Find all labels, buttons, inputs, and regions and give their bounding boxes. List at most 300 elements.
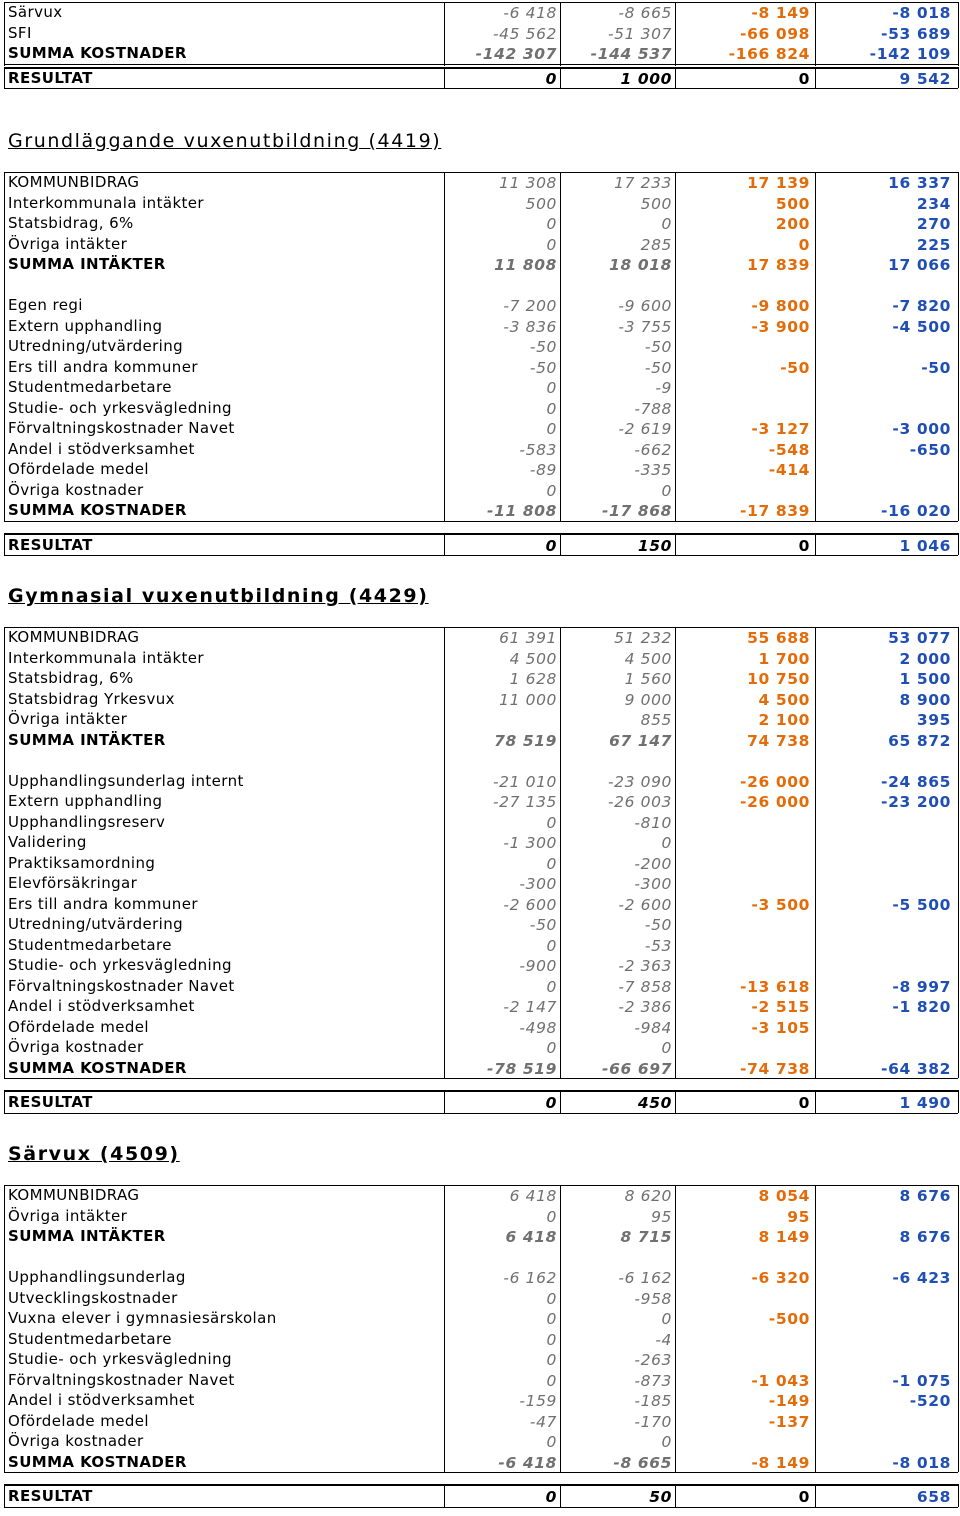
value-cell-col2: -185 xyxy=(634,1392,672,1410)
value-cell-col1: -498 xyxy=(519,1018,557,1037)
value-cell-col1: -11 808 xyxy=(487,502,557,520)
table-row xyxy=(0,976,960,996)
table-row xyxy=(0,172,960,192)
value-cell-col3: -548 xyxy=(768,440,810,459)
value-cell-col1: 500 xyxy=(525,194,557,213)
value-cell-col4 xyxy=(821,1206,951,1226)
value-cell-col3 xyxy=(680,1288,810,1308)
value-cell-col1: 0 xyxy=(546,854,557,873)
value-cell-col2: 51 232 xyxy=(614,629,672,647)
row-label: Förvaltningskostnader Navet xyxy=(8,976,235,995)
row-label: Studie- och yrkesvägledning xyxy=(8,398,232,417)
value-cell-col3: -149 xyxy=(768,1392,810,1410)
value-cell-col1: -2 600 xyxy=(503,895,557,914)
value-cell-col4: -50 xyxy=(921,358,951,377)
value-cell-col1: 0 xyxy=(546,1289,557,1308)
grid-line xyxy=(958,1484,959,1507)
value-cell-col4: -4 500 xyxy=(892,317,951,336)
grid-line xyxy=(958,627,959,1078)
result-row xyxy=(0,1092,960,1112)
row-label: Studentmedarbetare xyxy=(8,378,172,396)
value-cell-col3: -1 043 xyxy=(751,1371,810,1390)
grid-line xyxy=(560,2,561,66)
grid-line xyxy=(815,1484,816,1507)
value-cell-col1: -21 010 xyxy=(492,772,557,791)
table-row xyxy=(0,1370,960,1390)
value-cell-col3 xyxy=(680,377,810,397)
value-cell-col3: 500 xyxy=(775,194,810,213)
row-label: Övriga kostnader xyxy=(8,1432,144,1450)
value-cell-col3 xyxy=(680,1431,810,1451)
table-row xyxy=(0,771,960,791)
value-cell-col1: 0 xyxy=(545,1488,557,1506)
value-cell-col2: 18 018 xyxy=(609,256,672,274)
value-cell-col4: -7 820 xyxy=(892,297,951,315)
grid-line xyxy=(815,67,816,89)
value-cell-col4 xyxy=(821,914,951,934)
value-cell-col1: 0 xyxy=(545,536,557,555)
table-row xyxy=(0,295,960,315)
value-cell-col2: -2 386 xyxy=(618,998,672,1016)
value-cell-col2: 95 xyxy=(651,1207,672,1226)
grid-line xyxy=(4,1472,958,1473)
value-cell-col2: -3 755 xyxy=(618,317,672,336)
value-cell-col4: 395 xyxy=(916,711,951,729)
value-cell-col3: 17 139 xyxy=(747,174,810,192)
value-cell-col2: -50 xyxy=(644,916,672,934)
value-cell-col1: 6 418 xyxy=(505,1228,557,1246)
table-row xyxy=(0,459,960,479)
value-cell-col1: 11 000 xyxy=(499,690,557,709)
value-cell-col1: 0 xyxy=(546,1351,557,1369)
grid-line xyxy=(958,1185,959,1472)
value-cell-col3 xyxy=(680,853,810,873)
value-cell-col2: 855 xyxy=(640,711,672,729)
value-cell-col2: 450 xyxy=(637,1094,672,1112)
value-cell-col2: 0 xyxy=(661,481,672,500)
value-cell-col3: -3 900 xyxy=(751,317,810,336)
value-cell-col1: -50 xyxy=(529,358,557,377)
row-label: Extern upphandling xyxy=(8,316,163,335)
table-row xyxy=(0,1411,960,1431)
value-cell-col2: 8 715 xyxy=(620,1228,672,1246)
value-cell-col2: 1 560 xyxy=(624,670,672,688)
value-cell-col3: -13 618 xyxy=(740,977,810,996)
value-cell-col4: -8 997 xyxy=(892,977,951,996)
table-row xyxy=(0,1017,960,1037)
row-label: Statsbidrag, 6% xyxy=(8,214,134,232)
table-row xyxy=(0,398,960,418)
value-cell-col3: 0 xyxy=(798,1488,810,1506)
value-cell-col1: 0 xyxy=(546,235,557,254)
summary-row xyxy=(0,500,960,520)
value-cell-col3: -3 500 xyxy=(751,895,810,914)
row-label: Övriga kostnader xyxy=(8,480,144,499)
row-label: KOMMUNBIDRAG xyxy=(8,628,140,646)
value-cell-col2: -6 162 xyxy=(618,1269,672,1287)
grid-line xyxy=(675,533,676,556)
value-cell-col1: 0 xyxy=(546,1207,557,1226)
grid-line xyxy=(560,172,561,521)
value-cell-col1: -45 562 xyxy=(492,24,557,43)
value-cell-col4 xyxy=(821,1288,951,1308)
table-row xyxy=(0,336,960,356)
summary-row xyxy=(0,1058,960,1078)
value-cell-col3: 0 xyxy=(798,1094,810,1112)
summary-row xyxy=(0,1226,960,1246)
value-cell-col4: 65 872 xyxy=(888,731,951,750)
grid-line xyxy=(560,627,561,1078)
row-label: SFI xyxy=(8,23,32,42)
table-row xyxy=(0,873,960,893)
value-cell-col2: -8 665 xyxy=(613,1453,672,1472)
value-cell-col2: -4 xyxy=(655,1330,672,1349)
row-label: Studentmedarbetare xyxy=(8,935,172,954)
value-cell-col1: 0 xyxy=(546,1330,557,1349)
value-cell-col4: -520 xyxy=(909,1392,951,1410)
value-cell-col3: 10 750 xyxy=(747,670,810,688)
value-cell-col4: -6 423 xyxy=(892,1269,951,1287)
value-cell-col2: -50 xyxy=(644,338,672,356)
value-cell-col4: 270 xyxy=(916,215,951,233)
row-label: Ofördelade medel xyxy=(8,1017,149,1036)
value-cell-col3: 2 100 xyxy=(758,711,810,729)
grid-line xyxy=(675,1185,676,1472)
row-label: Ers till andra kommuner xyxy=(8,894,198,913)
grid-line xyxy=(4,1113,958,1114)
value-cell-col2: -51 307 xyxy=(607,24,672,43)
value-cell-col1: -6 162 xyxy=(503,1269,557,1287)
value-cell-col4: -1 820 xyxy=(892,998,951,1016)
value-cell-col2: 50 xyxy=(649,1488,672,1506)
value-cell-col3: 8 149 xyxy=(758,1228,810,1246)
value-cell-col4 xyxy=(821,1411,951,1431)
section-title: Grundläggande vuxenutbildning (4419) xyxy=(8,130,442,152)
row-label: Andel i stödverksamhet xyxy=(8,997,195,1015)
grid-line xyxy=(444,1484,445,1507)
grid-line xyxy=(4,1484,5,1507)
value-cell-col3: -26 000 xyxy=(740,772,810,791)
row-label: RESULTAT xyxy=(8,535,93,554)
row-label: RESULTAT xyxy=(8,1487,93,1505)
grid-line xyxy=(675,627,676,1078)
value-cell-col4: 9 542 xyxy=(899,69,951,88)
value-cell-col3: -66 098 xyxy=(740,24,810,43)
value-cell-col2: -810 xyxy=(634,813,672,832)
grid-line xyxy=(444,627,445,1078)
value-cell-col3: -414 xyxy=(768,461,810,479)
value-cell-col1: -1 300 xyxy=(503,834,557,852)
value-cell-col3: -8 149 xyxy=(751,4,810,22)
value-cell-col2: 0 xyxy=(661,1433,672,1451)
value-cell-col2: 285 xyxy=(640,235,672,254)
table-row xyxy=(0,668,960,688)
table-row xyxy=(0,996,960,1016)
value-cell-col1: -142 307 xyxy=(475,45,557,63)
value-cell-col4: -53 689 xyxy=(881,24,951,43)
row-label: Extern upphandling xyxy=(8,792,163,810)
table-row xyxy=(0,1349,960,1369)
value-cell-col4 xyxy=(821,1017,951,1037)
value-cell-col3: -50 xyxy=(780,358,810,377)
table-row xyxy=(0,1308,960,1328)
value-cell-col4: 1 500 xyxy=(899,670,951,688)
row-label: Studentmedarbetare xyxy=(8,1329,172,1348)
table-row xyxy=(0,357,960,377)
value-cell-col4: -5 500 xyxy=(892,895,951,914)
table-row xyxy=(0,234,960,254)
value-cell-col4: 53 077 xyxy=(888,629,951,647)
row-label: SUMMA INTÄKTER xyxy=(8,1227,166,1245)
value-cell-col2: -8 665 xyxy=(618,4,672,22)
grid-line xyxy=(958,172,959,521)
value-cell-col1: 0 xyxy=(546,215,557,233)
value-cell-col2: -17 868 xyxy=(602,502,672,520)
value-cell-col2: 67 147 xyxy=(609,731,672,750)
value-cell-col4: -1 075 xyxy=(892,1371,951,1390)
value-cell-col1: 0 xyxy=(546,936,557,955)
value-cell-col4: -23 200 xyxy=(881,793,951,811)
row-label: Statsbidrag, 6% xyxy=(8,669,134,687)
row-label: Praktiksamordning xyxy=(8,853,156,872)
value-cell-col2: -170 xyxy=(634,1412,672,1431)
row-label: Ers till andra kommuner xyxy=(8,357,198,376)
value-cell-col2: 0 xyxy=(661,834,672,852)
value-cell-col3 xyxy=(680,1349,810,1369)
value-cell-col2: 0 xyxy=(661,215,672,233)
value-cell-col2: -26 003 xyxy=(607,793,672,811)
grid-line xyxy=(815,2,816,66)
value-cell-col4: 1 490 xyxy=(899,1094,951,1112)
value-cell-col3: -6 320 xyxy=(751,1269,810,1287)
value-cell-col4: 8 676 xyxy=(899,1228,951,1246)
value-cell-col1: -47 xyxy=(529,1412,557,1431)
row-label: Validering xyxy=(8,833,87,851)
row-label: Utredning/utvärdering xyxy=(8,915,184,933)
value-cell-col4: 2 000 xyxy=(899,649,951,668)
value-cell-col4 xyxy=(821,1431,951,1451)
table-row xyxy=(0,1390,960,1410)
value-cell-col2: -50 xyxy=(644,358,672,377)
value-cell-col4: 234 xyxy=(916,194,951,213)
value-cell-col3: -3 127 xyxy=(751,420,810,438)
grid-line xyxy=(958,533,959,556)
grid-line xyxy=(675,1090,676,1113)
table-row xyxy=(0,935,960,955)
value-cell-col2: 500 xyxy=(640,194,672,213)
value-cell-col2: 1 000 xyxy=(620,69,672,88)
value-cell-col1: -89 xyxy=(529,461,557,479)
table-row xyxy=(0,2,960,22)
value-cell-col3 xyxy=(680,1329,810,1349)
value-cell-col1: -50 xyxy=(529,916,557,934)
row-label: Vuxna elever i gymnasiesärskolan xyxy=(8,1309,277,1327)
table-row xyxy=(0,213,960,233)
row-label: Elevförsäkringar xyxy=(8,874,138,892)
row-label: SUMMA KOSTNADER xyxy=(8,1058,187,1077)
value-cell-col3 xyxy=(680,832,810,852)
table-row xyxy=(0,709,960,729)
value-cell-col4 xyxy=(821,1329,951,1349)
value-cell-col3: 200 xyxy=(775,215,810,233)
grid-line xyxy=(560,1185,561,1472)
row-label: Övriga intäkter xyxy=(8,1206,128,1225)
value-cell-col3: -3 105 xyxy=(751,1018,810,1037)
summary-row xyxy=(0,254,960,274)
value-cell-col1: 0 xyxy=(546,420,557,438)
grid-line xyxy=(815,627,816,1078)
section-title: Särvux (4509) xyxy=(8,1143,180,1165)
value-cell-col1: 1 628 xyxy=(509,670,557,688)
grid-line xyxy=(4,627,5,1078)
value-cell-col1: -159 xyxy=(519,1392,557,1410)
value-cell-col3: 4 500 xyxy=(758,690,810,709)
table-row xyxy=(0,316,960,336)
value-cell-col3: 74 738 xyxy=(747,731,810,750)
grid-line xyxy=(444,1090,445,1113)
summary-row xyxy=(0,1452,960,1472)
value-cell-col3 xyxy=(680,812,810,832)
row-label: Egen regi xyxy=(8,296,83,314)
value-cell-col4: 16 337 xyxy=(888,174,951,192)
value-cell-col4 xyxy=(821,459,951,479)
value-cell-col3: 0 xyxy=(798,69,810,88)
grid-line xyxy=(560,1090,561,1113)
value-cell-col4 xyxy=(821,377,951,397)
value-cell-col3 xyxy=(680,480,810,500)
value-cell-col1: 0 xyxy=(546,399,557,418)
value-cell-col1: 0 xyxy=(545,1094,557,1112)
value-cell-col2: 4 500 xyxy=(624,649,672,668)
value-cell-col4 xyxy=(821,1037,951,1057)
table-row xyxy=(0,377,960,397)
grid-line xyxy=(4,1078,958,1079)
grid-line xyxy=(4,1507,958,1508)
value-cell-col2: -263 xyxy=(634,1351,672,1369)
value-cell-col2: -144 537 xyxy=(590,45,672,63)
table-row xyxy=(0,914,960,934)
value-cell-col3: 55 688 xyxy=(747,629,810,647)
summary-row xyxy=(0,43,960,63)
row-label: Förvaltningskostnader Navet xyxy=(8,419,235,437)
table-row xyxy=(0,1185,960,1205)
row-label: Upphandlingsunderlag internt xyxy=(8,771,244,790)
value-cell-col3: 17 839 xyxy=(747,256,810,274)
value-cell-col4 xyxy=(821,832,951,852)
grid-line xyxy=(444,533,445,556)
value-cell-col2: -788 xyxy=(634,399,672,418)
value-cell-col2: -23 090 xyxy=(607,772,672,791)
result-row xyxy=(0,1486,960,1506)
value-cell-col1: 0 xyxy=(546,1310,557,1328)
value-cell-col2: -2 619 xyxy=(618,420,672,438)
value-cell-col2: -300 xyxy=(634,875,672,893)
grid-line xyxy=(958,2,959,66)
grid-line xyxy=(4,88,958,89)
value-cell-col1: 0 xyxy=(545,69,557,88)
row-label: SUMMA KOSTNADER xyxy=(8,44,187,62)
row-label: RESULTAT xyxy=(8,68,93,87)
value-cell-col3: 95 xyxy=(787,1207,810,1226)
value-cell-col1: -300 xyxy=(519,875,557,893)
value-cell-col2: -2 363 xyxy=(618,957,672,975)
row-label: Utvecklingskostnader xyxy=(8,1288,178,1307)
value-cell-col1: 78 519 xyxy=(494,731,557,750)
table-row xyxy=(0,1206,960,1226)
value-cell-col1: 11 308 xyxy=(499,174,557,192)
row-label: Upphandlingsunderlag xyxy=(8,1268,186,1286)
section-title: Gymnasial vuxenutbildning (4429) xyxy=(8,585,429,607)
table-row xyxy=(0,627,960,647)
row-label: Särvux xyxy=(8,3,63,21)
value-cell-col2: 0 xyxy=(661,1039,672,1057)
value-cell-col1: 0 xyxy=(546,1371,557,1390)
value-cell-col4: -3 000 xyxy=(892,420,951,438)
value-cell-col2: 150 xyxy=(637,536,672,555)
value-cell-col3: 0 xyxy=(798,536,810,555)
value-cell-col4 xyxy=(821,955,951,975)
value-cell-col4 xyxy=(821,812,951,832)
grid-line xyxy=(4,533,5,556)
value-cell-col4: -142 109 xyxy=(869,45,951,63)
value-cell-col1: 0 xyxy=(546,977,557,996)
value-cell-col3: -166 824 xyxy=(728,45,810,63)
value-cell-col2: -9 600 xyxy=(618,297,672,315)
value-cell-col1: -2 147 xyxy=(503,998,557,1016)
result-row xyxy=(0,535,960,555)
value-cell-col4 xyxy=(821,398,951,418)
value-cell-col2: -662 xyxy=(634,440,672,459)
value-cell-col2: 17 233 xyxy=(614,174,672,192)
value-cell-col1: -50 xyxy=(529,338,557,356)
row-label: Studie- och yrkesvägledning xyxy=(8,956,232,974)
value-cell-col2: -2 600 xyxy=(618,895,672,914)
grid-line xyxy=(815,1090,816,1113)
table-row xyxy=(0,812,960,832)
grid-line xyxy=(560,1484,561,1507)
value-cell-col4 xyxy=(821,1349,951,1369)
value-cell-col4: -8 018 xyxy=(892,4,951,22)
table-row xyxy=(0,689,960,709)
table-row xyxy=(0,955,960,975)
value-cell-col2: -9 xyxy=(655,379,672,397)
grid-line xyxy=(560,533,561,556)
value-cell-col2: 8 620 xyxy=(624,1187,672,1205)
value-cell-col1: 4 500 xyxy=(509,649,557,668)
value-cell-col4: 8 676 xyxy=(899,1187,951,1205)
grid-line xyxy=(444,1185,445,1472)
grid-line xyxy=(4,555,958,556)
table-row xyxy=(0,832,960,852)
value-cell-col4 xyxy=(821,935,951,955)
value-cell-col4 xyxy=(821,480,951,500)
value-cell-col3: -26 000 xyxy=(740,793,810,811)
grid-line xyxy=(675,67,676,89)
grid-line xyxy=(444,67,445,89)
table-row xyxy=(0,439,960,459)
value-cell-col2: -984 xyxy=(634,1018,672,1037)
value-cell-col3: 8 054 xyxy=(758,1187,810,1205)
value-cell-col2: -873 xyxy=(634,1371,672,1390)
table-row xyxy=(0,1329,960,1349)
value-cell-col3: -9 800 xyxy=(751,297,810,315)
table-row xyxy=(0,894,960,914)
value-cell-col3: -74 738 xyxy=(740,1059,810,1078)
value-cell-col2: -7 858 xyxy=(618,977,672,996)
row-label: Utredning/utvärdering xyxy=(8,337,184,355)
summary-row xyxy=(0,730,960,750)
value-cell-col1: -583 xyxy=(519,440,557,459)
